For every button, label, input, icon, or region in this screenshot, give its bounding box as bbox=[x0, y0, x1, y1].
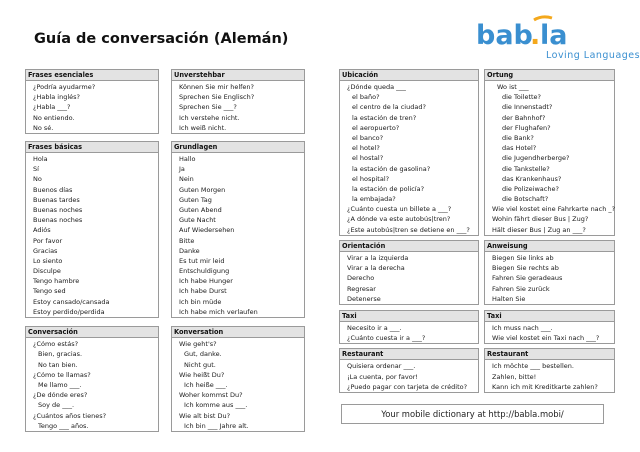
phrase-row: ¿Cómo estás? bbox=[33, 340, 79, 349]
babla-logo bbox=[472, 14, 640, 62]
phrase-row: Sprechen Sie Englisch? bbox=[179, 93, 255, 102]
phrase-row: la estación de policía? bbox=[352, 184, 425, 193]
section-header: Restaurant bbox=[485, 349, 614, 360]
section-header: Restaurant bbox=[340, 349, 478, 360]
phrase-row: der Flughafen? bbox=[502, 123, 551, 132]
logo-text-right: la bbox=[540, 20, 568, 51]
phrase-row: Detenerse bbox=[347, 294, 381, 303]
phrase-row: Kann ich mit Kreditkarte zahlen? bbox=[492, 382, 598, 391]
phrase-row: Wie viel kostet eine Fahrkarte nach _? bbox=[492, 205, 616, 214]
phrase-row: Me llamo ___. bbox=[38, 380, 82, 389]
phrase-row: No entiendo. bbox=[33, 113, 75, 122]
phrase-row: el hospital? bbox=[352, 174, 390, 183]
phrase-row: die Toilette? bbox=[502, 93, 541, 102]
logo-tagline: Loving Languages bbox=[546, 50, 640, 61]
phrase-row: Hallo bbox=[179, 155, 196, 163]
logo-text-dot: . bbox=[530, 20, 541, 51]
phrase-row: ¿Cuánto cuesta ir a ___? bbox=[347, 334, 426, 343]
phrase-row: Ich möchte ___ bestellen. bbox=[492, 362, 574, 371]
phrase-row: Adiós bbox=[33, 226, 51, 235]
phrase-row: ¿Puedo pagar con tarjeta de crédito? bbox=[347, 382, 468, 391]
phrase-row: el aeropuerto? bbox=[352, 123, 400, 132]
phrase-row: ¿Cómo te llamas? bbox=[33, 370, 91, 379]
phrase-row: Bitte bbox=[179, 236, 195, 245]
phrase-row: el baño? bbox=[352, 93, 380, 102]
phrase-row: Buenas noches bbox=[33, 216, 83, 225]
phrase-row: Buenas noches bbox=[33, 205, 83, 214]
section-header: Taxi bbox=[485, 311, 614, 322]
section-header: Orientación bbox=[340, 241, 478, 252]
phrase-row: Virar a la derecha bbox=[347, 264, 405, 273]
phrase-row: Woher kommst Du? bbox=[179, 391, 243, 400]
phrase-row: Lo siento bbox=[33, 256, 63, 265]
phrase-row: die Innenstadt? bbox=[502, 103, 553, 112]
phrase-row: Ich habe Hunger bbox=[179, 277, 233, 286]
section-header: Unverstehbar bbox=[172, 70, 304, 81]
phrase-row: Wo ist ___ bbox=[497, 83, 529, 91]
phrase-row: ¡La cuenta, por favor! bbox=[347, 372, 418, 381]
phrase-row: Ja bbox=[179, 165, 185, 174]
phrase-row: No sé. bbox=[33, 123, 54, 132]
phrase-row: No bbox=[33, 175, 42, 184]
phrase-row: Es tut mir leid bbox=[179, 256, 225, 265]
phrase-row: Tengo hambre bbox=[33, 277, 80, 286]
phrase-row: Wie alt bist Du? bbox=[179, 411, 231, 420]
phrase-row: Hola bbox=[33, 155, 48, 163]
phrase-row: ¿Este autobús|tren se detiene en ___? bbox=[347, 225, 470, 234]
phrase-row: Halten Sie bbox=[492, 294, 526, 303]
phrase-row: das Hotel? bbox=[502, 144, 537, 153]
section-header: Ortung bbox=[485, 70, 614, 81]
phrase-row: ¿Habla inglés? bbox=[33, 93, 80, 102]
phrase-row: Quisiera ordenar ___. bbox=[347, 362, 416, 371]
phrase-row: der Bahnhof? bbox=[502, 113, 546, 122]
phrase-row: Guten Tag bbox=[179, 195, 212, 204]
page-title: Guía de conversación (Alemán) bbox=[34, 31, 289, 47]
phrase-row: No tan bien. bbox=[38, 360, 78, 369]
phrase-section bbox=[484, 69, 615, 236]
section-header: Ubicación bbox=[340, 70, 478, 81]
phrase-row: Ich verstehe nicht. bbox=[179, 113, 240, 122]
phrase-row: Biegen Sie rechts ab bbox=[492, 264, 559, 273]
phrase-row: la estación de tren? bbox=[352, 113, 417, 122]
phrase-row: ¿De dónde eres? bbox=[33, 391, 88, 400]
phrase-row: Ich weiß nicht. bbox=[179, 123, 227, 132]
phrase-row: Hält dieser Bus | Zug an ___? bbox=[492, 225, 586, 234]
section-header: Grundlagen bbox=[172, 142, 304, 153]
phrase-row: die Polizeiwache? bbox=[502, 184, 559, 193]
section-header: Frases esenciales bbox=[26, 70, 158, 81]
phrase-row: Nicht gut. bbox=[184, 360, 216, 369]
phrase-row: Können Sie mir helfen? bbox=[179, 83, 254, 91]
phrase-row: die Botschaft? bbox=[502, 195, 549, 204]
phrase-row: la embajada? bbox=[352, 195, 396, 204]
phrase-row: Guten Abend bbox=[179, 205, 222, 214]
phrase-row: ¿Dónde queda ___ bbox=[347, 83, 406, 91]
section-header: Frases básicas bbox=[26, 142, 158, 153]
phrase-row: Wie heißt Du? bbox=[179, 370, 225, 379]
phrase-row: die Tankstelle? bbox=[502, 164, 550, 173]
phrase-row: el banco? bbox=[352, 133, 384, 142]
phrase-row: Soy de ___. bbox=[38, 401, 75, 410]
phrase-row: el hotel? bbox=[352, 144, 380, 153]
phrase-row: Wie viel kostet ein Taxi nach ___? bbox=[492, 334, 600, 343]
phrase-row: ¿Podría ayudarme? bbox=[33, 83, 96, 91]
section-header: Konversation bbox=[172, 327, 304, 338]
phrase-row: el centro de la ciudad? bbox=[352, 103, 426, 112]
phrase-row: Wohin fährt dieser Bus | Zug? bbox=[492, 215, 589, 224]
phrase-row: Biegen Sie links ab bbox=[492, 254, 554, 262]
phrase-row: Ich habe mich verlaufen bbox=[179, 307, 258, 316]
phrase-section bbox=[339, 69, 479, 236]
phrase-row: Fahren Sie zurück bbox=[492, 284, 550, 293]
footer-tagline: Your mobile dictionary at http://babla.mobi/ bbox=[341, 404, 604, 424]
phrase-row: Tengo sed bbox=[33, 287, 66, 296]
phrase-row: Gut, danke. bbox=[184, 350, 222, 359]
phrase-section bbox=[339, 310, 479, 344]
section-header: Anweisung bbox=[485, 241, 614, 252]
phrase-section bbox=[339, 348, 479, 393]
phrase-row: Danke bbox=[179, 246, 200, 255]
phrase-section bbox=[484, 240, 615, 305]
phrase-row: Buenas tardes bbox=[33, 195, 80, 204]
phrase-row: Estoy cansado/cansada bbox=[33, 297, 110, 306]
section-header: Taxi bbox=[340, 311, 478, 322]
phrase-row: ¿Habla ___? bbox=[33, 103, 71, 112]
phrase-row: Ich heiße ___. bbox=[184, 380, 228, 389]
phrase-row: die Jugendherberge? bbox=[502, 154, 570, 163]
phrase-row: Fahren Sie geradeaus bbox=[492, 274, 563, 283]
phrase-row: Wie geht's? bbox=[179, 340, 217, 349]
phrase-row: Tengo ___ años. bbox=[38, 421, 89, 430]
phrase-row: Regresar bbox=[347, 284, 376, 293]
phrase-section bbox=[25, 69, 159, 134]
phrase-row: Estoy perdido/perdida bbox=[33, 307, 105, 316]
phrase-row: Gracias bbox=[33, 246, 58, 255]
phrase-row: Ich komme aus ___. bbox=[184, 401, 248, 410]
phrase-section bbox=[339, 240, 479, 305]
phrase-row: Auf Wiedersehen bbox=[179, 226, 235, 235]
phrase-section bbox=[171, 326, 305, 432]
phrase-row: Necesito ir a ___. bbox=[347, 324, 402, 332]
phrase-row: die Bank? bbox=[502, 133, 534, 142]
phrase-row: Nein bbox=[179, 175, 194, 184]
phrase-section bbox=[484, 310, 615, 344]
phrase-row: Zahlen, bitte! bbox=[492, 372, 537, 381]
phrase-row: ¿Cuántos años tienes? bbox=[33, 411, 107, 420]
phrase-row: Bien, gracias. bbox=[38, 350, 83, 359]
phrase-row: Disculpe bbox=[33, 267, 61, 276]
phrase-row: Ich bin ___ Jahre alt. bbox=[184, 421, 249, 430]
phrase-row: Entschuldigung bbox=[179, 267, 230, 276]
phrase-row: el hostal? bbox=[352, 154, 384, 163]
phrase-row: Ich habe Durst bbox=[179, 287, 227, 296]
phrase-row: la estación de gasolina? bbox=[352, 164, 431, 173]
phrase-row: Por favor bbox=[33, 236, 63, 245]
phrase-row: Buenos días bbox=[33, 185, 73, 194]
phrase-section bbox=[484, 348, 615, 393]
phrase-section bbox=[171, 141, 305, 318]
phrase-row: Virar a la izquierda bbox=[347, 254, 409, 262]
phrase-section bbox=[25, 141, 159, 318]
phrase-row: Ich bin müde bbox=[179, 297, 222, 306]
phrase-row: das Krankenhaus? bbox=[502, 174, 562, 183]
phrase-row: Derecho bbox=[347, 274, 375, 283]
section-header: Conversación bbox=[26, 327, 158, 338]
phrase-row: Ich muss nach ___. bbox=[492, 324, 553, 332]
phrase-row: ¿A dónde va este autobús|tren? bbox=[347, 215, 451, 224]
phrase-row: Guten Morgen bbox=[179, 185, 226, 194]
phrase-section bbox=[171, 69, 305, 134]
phrase-row: ¿Cuánto cuesta un billete a ___? bbox=[347, 205, 452, 214]
phrase-section bbox=[25, 326, 159, 432]
phrase-row: Sprechen Sie ___? bbox=[179, 103, 237, 112]
logo-text-left: bab bbox=[476, 20, 533, 51]
phrase-row: Sí bbox=[33, 165, 39, 174]
phrase-row: Gute Nacht bbox=[179, 216, 216, 225]
